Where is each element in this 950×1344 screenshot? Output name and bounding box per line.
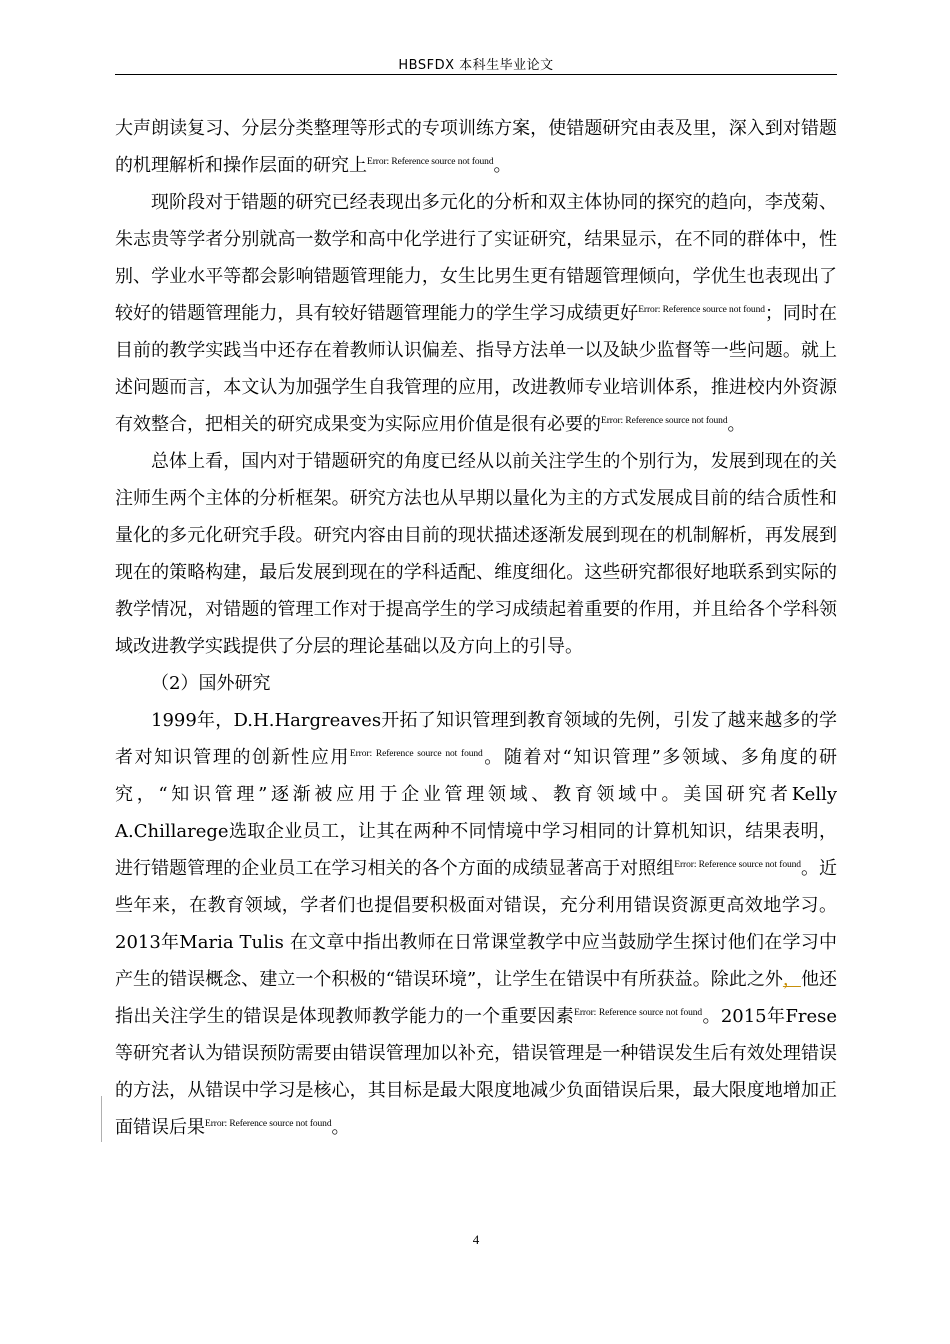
citation-error: Error: Reference source not found bbox=[205, 1119, 332, 1129]
text-run: 现阶段对于错题的研究已经表现出多元化的分析和双主体协同的探究的趋向，李茂菊、朱志贵等学者分别就高一数学和高中化学进行了实证研究，结果显示，在不同的群体中，性别、学业水平等都会影响错题管理能力，女生比男生更有错题管理倾向，学优生也表现出了较好的错题管理能力，具有较好错题管理能力的学生学习成绩更好 bbox=[115, 192, 837, 324]
paragraph bbox=[115, 110, 837, 184]
page-number: 4 bbox=[472, 1232, 480, 1247]
citation-error: Error: Reference source not found bbox=[367, 157, 494, 167]
text-run: 他还指出关注学生的错误是体现教师教学能力的一个重要因素 bbox=[115, 969, 838, 1027]
text-run: （2）国外研究 bbox=[151, 673, 271, 694]
text-run: ；同时在目前的教学实践当中还存在着教师认识偏差、指导方法单一以及缺少监督等一些问题。就上述问题而言，本文认为加强学生自我管理的应用，改进教师专业培训体系，推进校内外资源有效整合，把相关的研究成果变为实际应用价值是很有必要的 bbox=[115, 303, 838, 435]
page-header: HBSFDX 本科生毕业论文 bbox=[398, 58, 554, 73]
paragraph bbox=[115, 702, 837, 1146]
text-run: 1999年，D.H.Hargreaves开拓了知识管理到教育领域的先例，引发了越来越多的学者对知识管理的创新性应用 bbox=[115, 710, 837, 768]
text-run: 。 bbox=[727, 414, 746, 435]
tracked-change-mark: ， bbox=[782, 969, 801, 990]
citation-error: Error: Reference source not found bbox=[601, 416, 728, 426]
revision-bar bbox=[101, 1096, 102, 1142]
text-run: 。 bbox=[331, 1117, 350, 1138]
citation-error: Error: Reference source not found bbox=[674, 860, 801, 870]
text-run: 。近些年来，在教育领域，学者们也提倡要积极面对错误，充分利用错误资源更高效地学习。2013年Maria Tulis 在文章中指出教师在日常课堂教学中应当鼓励学生探讨他们在学习中产生的错误概念、建立一个积极的“错误环境”，让学生在错误中有所获益。除此之外 bbox=[115, 858, 838, 990]
body-text bbox=[115, 110, 837, 1146]
citation-error: Error: Reference source not found bbox=[638, 305, 765, 315]
citation-error: Error: Reference source not found bbox=[349, 749, 483, 759]
paragraph bbox=[115, 665, 837, 702]
text-run: 。随着对“知识管理”多领域、多角度的研究，“知识管理”逐渐被应用于企业管理领域、教育领域中。美国研究者Kelly A.Chillarege选取企业员工，让其在两种不同情境中学习相同的计算机知识，结果表明，进行错题管理的企业员工在学习相关的各个方面的成绩显著高于对照组 bbox=[115, 747, 838, 879]
text-run: 总体上看，国内对于错题研究的角度已经从以前关注学生的个别行为，发展到现在的关注师生两个主体的分析框架。研究方法也从早期以量化为主的方式发展成目前的结合质性和量化的多元化研究手段。研究内容由目前的现状描述逐渐发展到现在的机制解析，再发展到现在的策略构建，最后发展到现在的学科适配、维度细化。这些研究都很好地联系到实际的教学情况，对错题的管理工作对于提高学生的学习成绩起着重要的作用，并且给各个学科领域改进教学实践提供了分层的理论基础以及方向上的引导。 bbox=[115, 451, 837, 657]
citation-error: Error: Reference source not found bbox=[574, 1008, 703, 1018]
paragraph bbox=[115, 184, 837, 443]
header-rule bbox=[115, 74, 837, 75]
text-run: 。2015年Frese等研究者认为错误预防需要由错误管理加以补充，错误管理是一种错误发生后有效处理错误的方法，从错误中学习是核心，其目标是最大限度地减少负面错误后果，最大限度地增加正面错误后果 bbox=[115, 1006, 838, 1138]
text-run: 大声朗读复习、分层分类整理等形式的专项训练方案，使错题研究由表及里，深入到对错题的机理解析和操作层面的研究上 bbox=[115, 118, 837, 176]
text-run: 。 bbox=[493, 155, 512, 176]
paragraph bbox=[115, 443, 837, 665]
